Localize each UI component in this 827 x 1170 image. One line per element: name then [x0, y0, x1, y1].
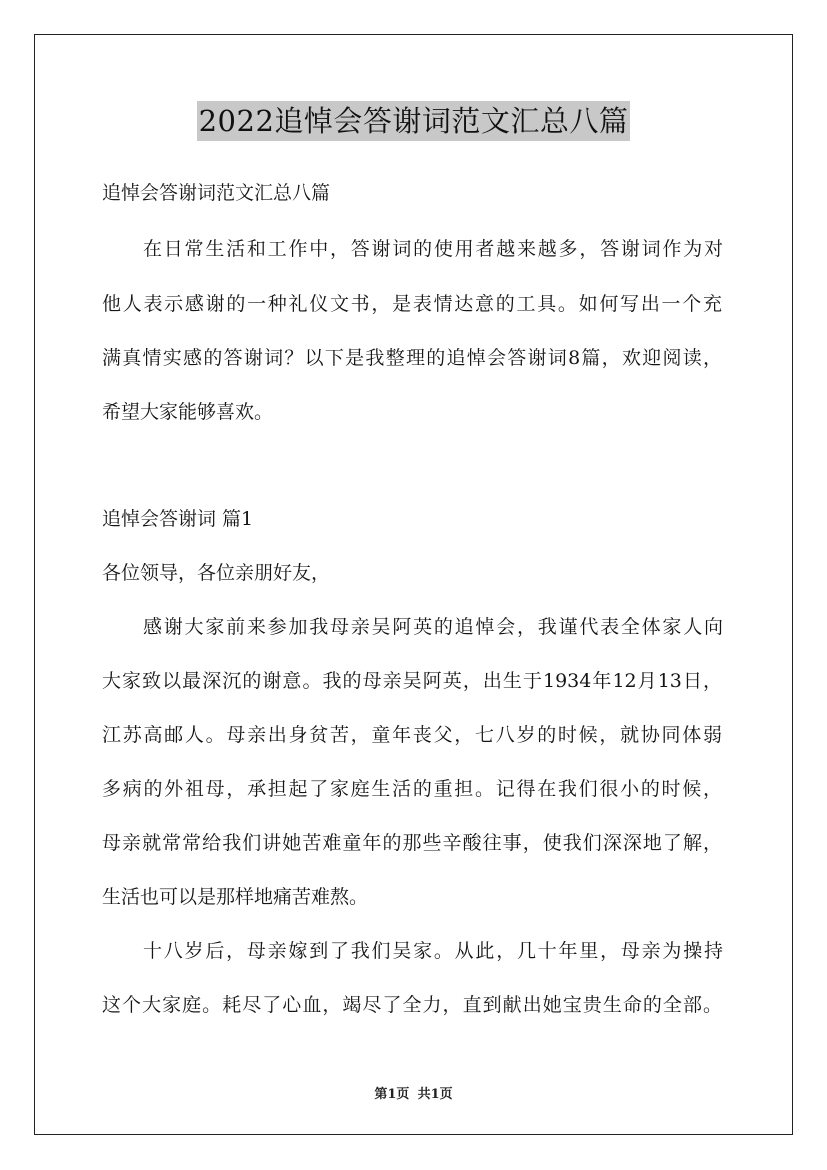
- page-footer: [0, 1083, 827, 1102]
- paragraph-line: 生活也可以是那样地痛苦难熬。: [102, 886, 369, 908]
- paragraph-line: 感谢大家前来参加我母亲吴阿英的追悼会，我谨代表全体家人向: [143, 616, 723, 638]
- salutation: 各位领导，各位亲朋好友，: [102, 562, 331, 584]
- document-title: 2022追悼会答谢词范文汇总八篇: [197, 101, 631, 141]
- paragraph-line: 十八岁后，母亲嫁到了我们吴家。从此，几十年里，母亲为操持: [143, 940, 723, 962]
- paragraph-line: 母亲就常常给我们讲她苦难童年的那些辛酸往事，使我们深深地了解，: [102, 832, 722, 854]
- intro-line: 在日常生活和工作中，答谢词的使用者越来越多，答谢词作为对: [143, 238, 723, 260]
- page-total: 共1页: [417, 1087, 453, 1102]
- paragraph-line: 江苏高邮人。母亲出身贫苦，童年丧父，七八岁的时候，就协同体弱: [102, 724, 722, 746]
- intro-line: 他人表示感谢的一种礼仪文书，是表情达意的工具。如何写出一个充: [102, 293, 722, 315]
- section-heading: 追悼会答谢词 篇1: [102, 508, 254, 530]
- paragraph-line: 大家致以最深沉的谢意。我的母亲吴阿英，出生于1934年12月13日，: [102, 670, 722, 692]
- page-number: 第1页: [374, 1087, 410, 1102]
- paragraph-line: 多病的外祖母，承担起了家庭生活的重担。记得在我们很小的时候，: [102, 778, 722, 800]
- paragraph-line: 这个大家庭。耗尽了心血，竭尽了全力，直到献出她宝贵生命的全部。: [102, 994, 722, 1016]
- title-container: [0, 101, 827, 141]
- intro-line: 希望大家能够喜欢。: [102, 401, 274, 423]
- intro-line: 满真情实感的答谢词？以下是我整理的追悼会答谢词8篇，欢迎阅读，: [102, 347, 722, 369]
- document-subtitle: 追悼会答谢词范文汇总八篇: [102, 182, 331, 204]
